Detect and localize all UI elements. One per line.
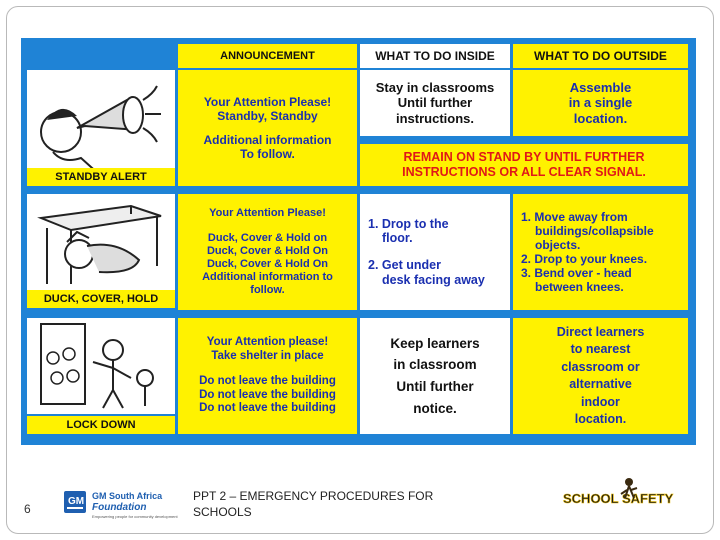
svg-text:GM South Africa: GM South Africa [92,491,163,501]
lockdown-outside: Direct learners to nearest classroom or alternative indoor location. [513,318,688,434]
lock-down-label: LOCK DOWN [27,416,175,434]
standby-announcement: Your Attention Please! Standby, Standby Additional information To follow. [178,70,357,186]
standby-inside: Stay in classrooms Until further instructions. [360,70,510,136]
duck-announcement: Your Attention Please! Duck, Cover & Hold on Duck, Cover & Hold On Duck, Cover & Hold On Additional information to follow. [178,194,357,310]
header-announcement: ANNOUNCEMENT [178,44,357,68]
duck-inside: 1. Drop to the floor. 2. Get under desk facing away [360,194,510,310]
standby-alert-image [27,70,175,180]
slide-number: 6 [24,502,31,516]
remain-on-standby-banner: REMAIN ON STAND BY UNTIL FURTHER INSTRUCTIONS OR ALL CLEAR SIGNAL. [360,144,688,186]
footer-title: PPT 2 – EMERGENCY PROCEDURES FOR SCHOOLS [193,489,434,520]
lockdown-announcement: Your Attention please! Take shelter in place Do not leave the building Do not leave the building Do not leave the building [178,318,357,434]
svg-text:Empowering people for communit: Empowering people for community development [92,514,178,519]
school-safety-logo [561,475,689,515]
standby-alert-label: STANDBY ALERT [27,168,175,186]
standby-outside: Assemble in a single location. [513,70,688,136]
duck-cover-hold-image [27,194,175,292]
gm-foundation-logo [62,488,178,526]
svg-text:SCHOOL SAFETY: SCHOOL SAFETY [563,491,674,506]
header-what-outside: WHAT TO DO OUTSIDE [513,44,688,68]
svg-text:Foundation: Foundation [92,502,147,513]
lockdown-inside: Keep learners in classroom Until further notice. [360,318,510,434]
header-what-inside: WHAT TO DO INSIDE [360,44,510,68]
duck-outside: 1. Move away from buildings/collapsible objects. 2. Drop to your knees. 3. Bend over - head between knees. [513,194,688,310]
emergency-poster [21,38,696,445]
lock-down-image [27,318,175,414]
duck-cover-hold-label: DUCK, COVER, HOLD [27,290,175,308]
svg-text:GM: GM [68,496,85,507]
